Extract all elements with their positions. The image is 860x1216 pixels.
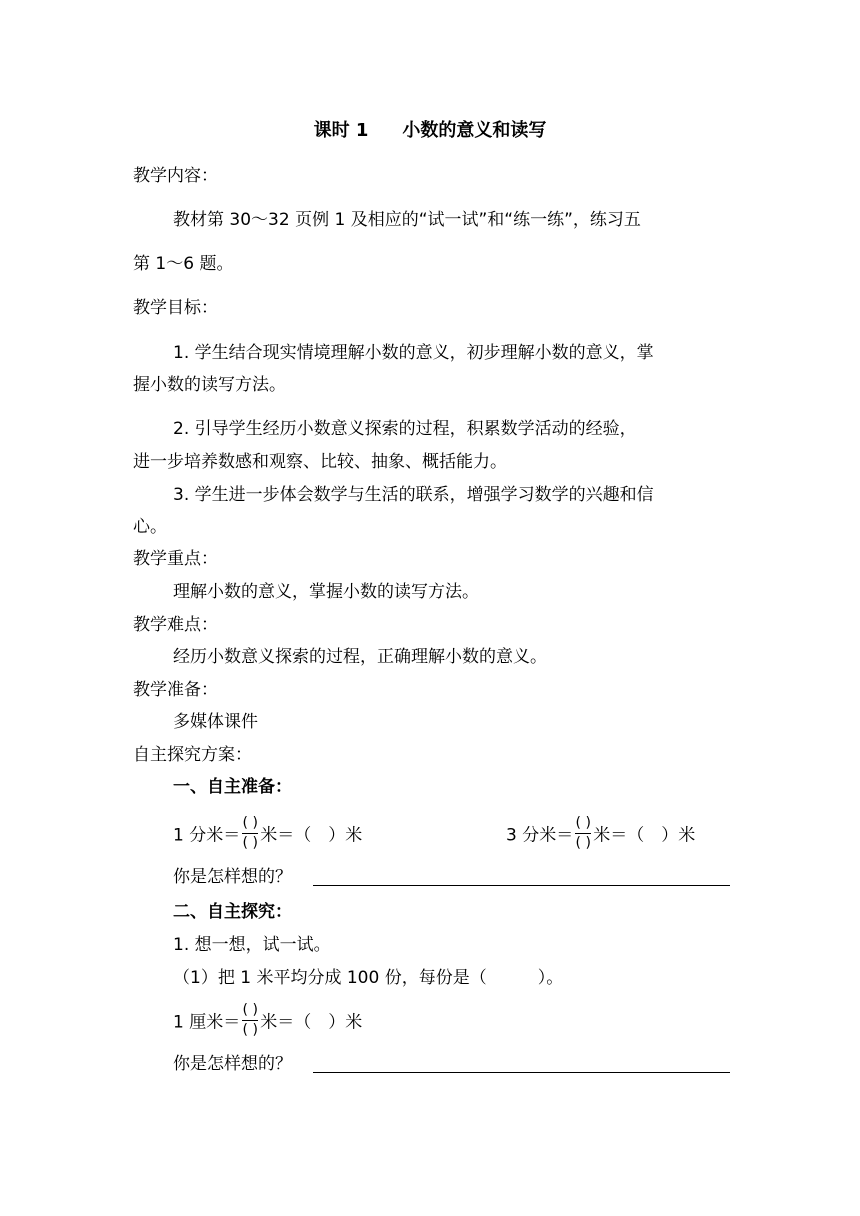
answer-line-1[interactable] <box>313 885 730 886</box>
numerator-blank: ( ) <box>242 1002 258 1018</box>
content-label: 教学内容： <box>133 166 218 186</box>
objective-2b: 进一步培养数感和观察、比较、抽象、概括能力。 <box>133 452 507 472</box>
lesson-topic: 小数的意义和读写 <box>402 120 547 141</box>
answer-line-2[interactable] <box>313 1072 730 1073</box>
key-point-text: 理解小数的意义，掌握小数的读写方法。 <box>173 582 479 602</box>
exercise-1-right: 米＝（ ）米 <box>260 825 363 846</box>
fraction-blank <box>242 1003 258 1038</box>
explore-heading: 二、自主探究： <box>173 902 292 922</box>
exercise-2-left: 3 分米＝ <box>506 825 574 846</box>
fraction-bar <box>575 833 591 834</box>
numerator-blank: ( ) <box>242 815 258 831</box>
exercise-3 <box>173 1002 363 1040</box>
lesson-number: 课时 1 <box>313 120 369 141</box>
fraction-blank <box>242 816 258 851</box>
plan-label: 自主探究方案： <box>133 745 252 765</box>
content-line-2: 第 1～6 题。 <box>133 254 234 274</box>
denominator-blank: ( ) <box>242 835 258 851</box>
numerator-blank: ( ) <box>575 815 591 831</box>
prep-heading: 一、自主准备： <box>173 777 292 797</box>
exercise-1 <box>173 815 363 853</box>
objective-2a: 2. 引导学生经历小数意义探索的过程，积累数学活动的经验， <box>173 419 637 439</box>
denominator-blank: ( ) <box>575 835 591 851</box>
fraction-bar <box>242 833 258 834</box>
objective-1a: 1. 学生结合现实情境理解小数的意义，初步理解小数的意义，掌 <box>173 343 654 363</box>
difficulty-text: 经历小数意义探索的过程，正确理解小数的意义。 <box>173 647 547 667</box>
objective-1b: 握小数的读写方法。 <box>133 375 286 395</box>
fraction-blank <box>575 816 591 851</box>
exercise-3-left: 1 厘米＝ <box>173 1012 241 1033</box>
objective-3b: 心。 <box>133 517 167 537</box>
exercise-3-right: 米＝（ ）米 <box>260 1012 363 1033</box>
preparation-label: 教学准备： <box>133 680 218 700</box>
exercise-1-left: 1 分米＝ <box>173 825 241 846</box>
question-1: 你是怎样想的？ <box>173 867 292 887</box>
fraction-bar <box>242 1020 258 1021</box>
difficulty-label: 教学难点： <box>133 615 218 635</box>
denominator-blank: ( ) <box>242 1022 258 1038</box>
key-point-label: 教学重点： <box>133 549 218 569</box>
content-line-1: 教材第 30～32 页例 1 及相应的“试一试”和“练一练”，练习五 <box>173 210 641 230</box>
step-1: 1. 想一想，试一试。 <box>173 935 331 955</box>
preparation-text: 多媒体课件 <box>173 712 258 732</box>
page-title <box>0 120 860 142</box>
exercise-2 <box>506 815 696 853</box>
question-2: 你是怎样想的？ <box>173 1054 292 1074</box>
step-1-1: （1）把 1 米平均分成 100 份，每份是（ ）。 <box>173 968 564 988</box>
exercise-2-right: 米＝（ ）米 <box>593 825 696 846</box>
objectives-label: 教学目标： <box>133 298 218 318</box>
objective-3a: 3. 学生进一步体会数学与生活的联系，增强学习数学的兴趣和信 <box>173 485 654 505</box>
